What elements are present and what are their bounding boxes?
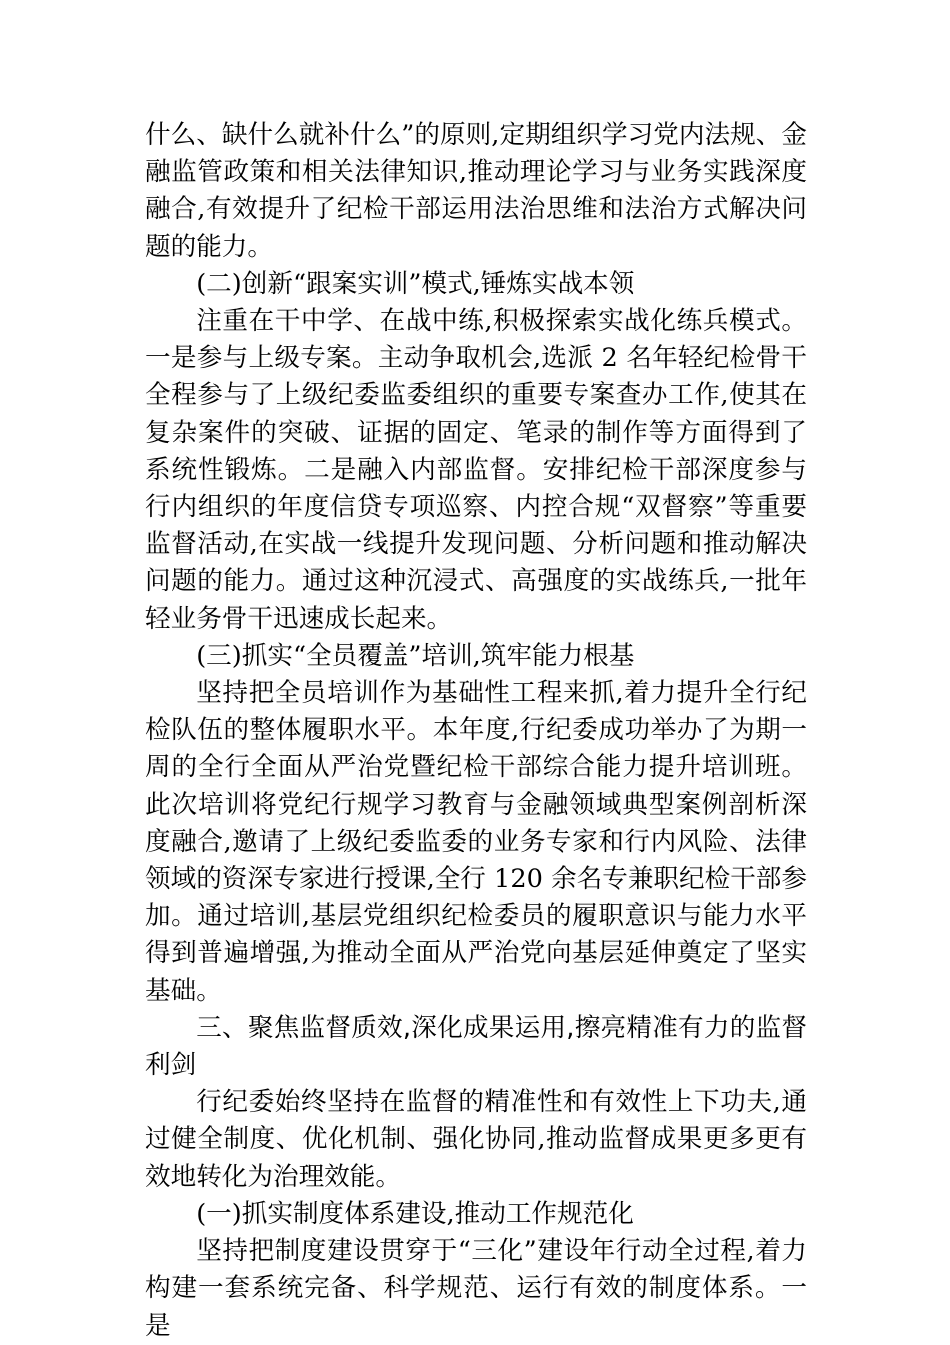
section-heading-3: 三、聚焦监督质效,深化成果运用,擦亮精准有力的监督利剑 [145, 1012, 807, 1081]
subheading-1: (一)抓实制度体系建设,推动工作规范化 [196, 1198, 634, 1229]
paragraph-7: 行纪委始终坚持在监督的精准性和有效性上下功夫,通过健全制度、优化机制、强化协同,推动监督成果更多更有效地转化为治理效能。 [145, 1087, 807, 1192]
subheading-2: (二)创新“跟案实训”模式,锤炼实战本领 [196, 268, 635, 299]
document-page [145, 117, 807, 1345]
paragraph-9: 坚持把制度建设贯穿于“三化”建设年行动全过程,着力构建一套系统完备、科学规范、运行有效的制度体系。一是 [145, 1236, 807, 1341]
paragraph-5: 坚持把全员培训作为基础性工程来抓,着力提升全行纪检队伍的整体履职水平。本年度,行纪委成功举办了为期一周的全行全面从严治党暨纪检干部综合能力提升培训班。此次培训将党纪行规学习教育与金融领域典型案例剖析深度融合,邀请了上级纪委监委的业务专家和行内风险、法律领域的资深专家进行授课,全行 120 余名专兼职纪检干部参加。通过培训,基层党组织纪检委员的履职意识与能力水平得到普遍增强,为推动全面从严治党向基层延伸奠定了坚实基础。 [145, 678, 807, 1006]
paragraph-3: 注重在干中学、在战中练,积极探索实战化练兵模式。一是参与上级专案。主动争取机会,选派 2 名年轻纪检骨干全程参与了上级纪委监委组织的重要专案查办工作,使其在复杂案件的突破、证据的固定、笔录的制作等方面得到了系统性锻炼。二是融入内部监督。安排纪检干部深度参与行内组织的年度信贷专项巡察、内控合规“双督察”等重要监督活动,在实战一线提升发现问题、分析问题和推动解决问题的能力。通过这种沉浸式、高强度的实战练兵,一批年轻业务骨干迅速成长起来。 [145, 306, 807, 634]
subheading-3: (三)抓实“全员覆盖”培训,筑牢能力根基 [196, 640, 635, 671]
paragraph-1: 什么、缺什么就补什么”的原则,定期组织学习党内法规、金融监管政策和相关法律知识,推动理论学习与业务实践深度融合,有效提升了纪检干部运用法治思维和法治方式解决问题的能力。 [145, 120, 807, 262]
